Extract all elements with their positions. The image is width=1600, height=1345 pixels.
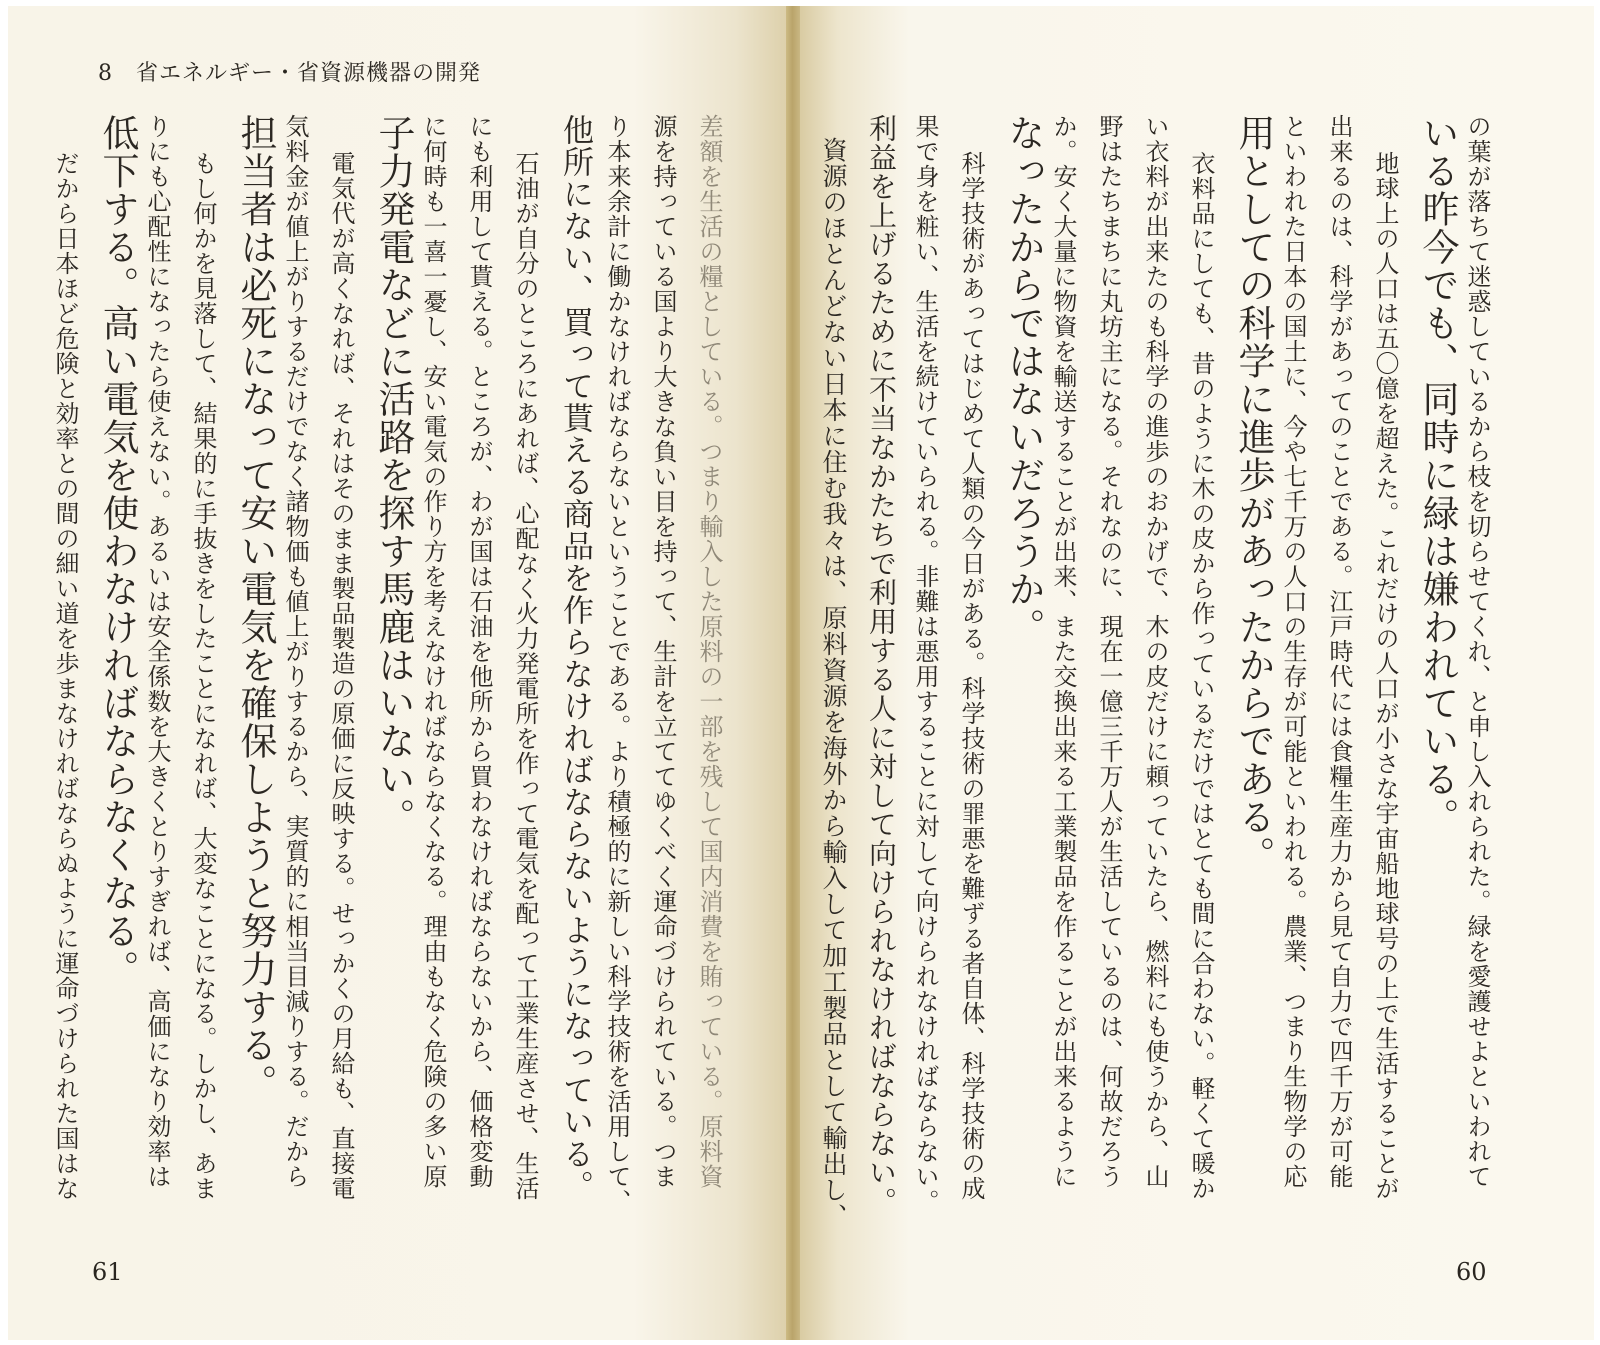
right-line-4: 出来るのは、科学があってのことである。江戸時代には食糧生産力から見て自力で四千万が可能 — [1325, 114, 1353, 1189]
book-spread — [8, 6, 1594, 1340]
right-line-7: 衣料品にしても、昔のように木の皮から作っているだけではとても間に合わない。軽くて暖か — [1187, 151, 1215, 1201]
page-number-right: 60 — [1456, 1258, 1487, 1286]
right-line-13: 果で身を粧い、生活を続けていられる。非難は悪用することに対して向けられなければならない。 — [911, 114, 939, 1214]
right-line-12: 科学技術があってはじめて人類の今日がある。科学技術の罪悪を難ずる者自体、科学技術の成 — [957, 151, 985, 1201]
left-line-9: 電気代が高くなれば、それはそのまま製品製造の原価に反映する。せっかくの月給も、直接電 — [327, 151, 355, 1201]
left-line-7: に何時も一喜一憂し、安い電気の作り方を考えなければならなくなる。理由もなく危険の多い原 — [419, 114, 447, 1189]
left-line-12: もし何かを見落して、結果的に手抜きをしたことになれば、大変なことになる。しかし、あま — [189, 151, 217, 1201]
left-line-3: り本来余計に働かなければならないということである。より積極的に新しい科学技術を活用して、 — [603, 114, 631, 1214]
left-line-4: 他所にない、買って貰える商品を作らなければならないようになっている。 — [557, 114, 593, 1202]
left-line-15: だから日本ほど危険と効率との間の細い道を歩まなければならぬように運命づけられた国はな — [51, 151, 79, 1201]
right-line-8: い衣料が出来たのも科学の進歩のおかげで、木の皮だけに頼っていたら、燃料にも使うから、山 — [1141, 114, 1169, 1189]
right-line-15: 資源のほとんどない日本に住む我々は、原料資源を海外から輸入して加工製品として輸出し、 — [819, 137, 848, 1229]
left-line-13: りにも心配性になったら使えない。あるいは安全係数を大きくとりすぎれば、高価になり効率は — [143, 114, 171, 1189]
left-line-5: 石油が自分のところにあれば、心配なく火力発電所を作って電気を配って工業生産させ、生活 — [511, 151, 539, 1201]
running-head: 8 省エネルギー・省資源機器の開発 — [98, 61, 481, 86]
left-line-1: 差額を生活の糧としている。つまり輸入した原料の一部を残して国内消費を賄っている。原料資 — [695, 114, 723, 1189]
left-line-2: 源を持っている国より大きな負い目を持って、生計を立ててゆくべく運命づけられている。つま — [649, 114, 677, 1189]
right-line-11: なったからではないだろうか。 — [1002, 114, 1045, 646]
right-line-6: 用としての科学に進歩があったからである。 — [1232, 114, 1275, 874]
right-line-5: といわれた日本の国土に、今や七千万の人口の生存が可能といわれる。農業、つまり生物学の応 — [1279, 114, 1307, 1189]
right-line-14: 利益を上げるために不当なかたちで利用する人に対して向けられなければならない。 — [865, 114, 898, 1216]
left-line-10: 気料金が値上がりするだけでなく諸物価も値上がりするから、実質的に相当目減りする。だから — [281, 114, 309, 1189]
left-line-8: 子力発電などに活路を探す馬鹿はいない。 — [372, 114, 415, 836]
left-line-14: 低下する。高い電気を使わなければならなくなる。 — [96, 114, 139, 988]
right-line-9: 野はたちまちに丸坊主になる。それなのに、現在一億三千万人が生活しているのは、何故だろう — [1095, 114, 1123, 1189]
right-line-3: 地球上の人口は五〇億を超えた。これだけの人口が小さな宇宙船地球号の上で生活することが — [1371, 151, 1399, 1201]
page-number-left: 61 — [92, 1258, 123, 1286]
left-line-6: にも利用して貰える。ところが、わが国は石油を他所から買わなければならないから、価格変動 — [465, 114, 493, 1189]
right-line-10: か。安く大量に物資を輸送することが出来、また交換出来る工業製品を作ることが出来るように — [1049, 114, 1077, 1189]
right-line-2: いる昨今でも、同時に緑は嫌われている。 — [1416, 114, 1459, 836]
book-gutter — [786, 6, 800, 1340]
right-line-1: の葉が落ちて迷惑しているから枝を切らせてくれ、と申し入れられた。緑を愛護せよといわれて — [1463, 114, 1491, 1189]
left-line-11: 担当者は必死になって安い電気を確保しようと努力する。 — [234, 114, 277, 1102]
